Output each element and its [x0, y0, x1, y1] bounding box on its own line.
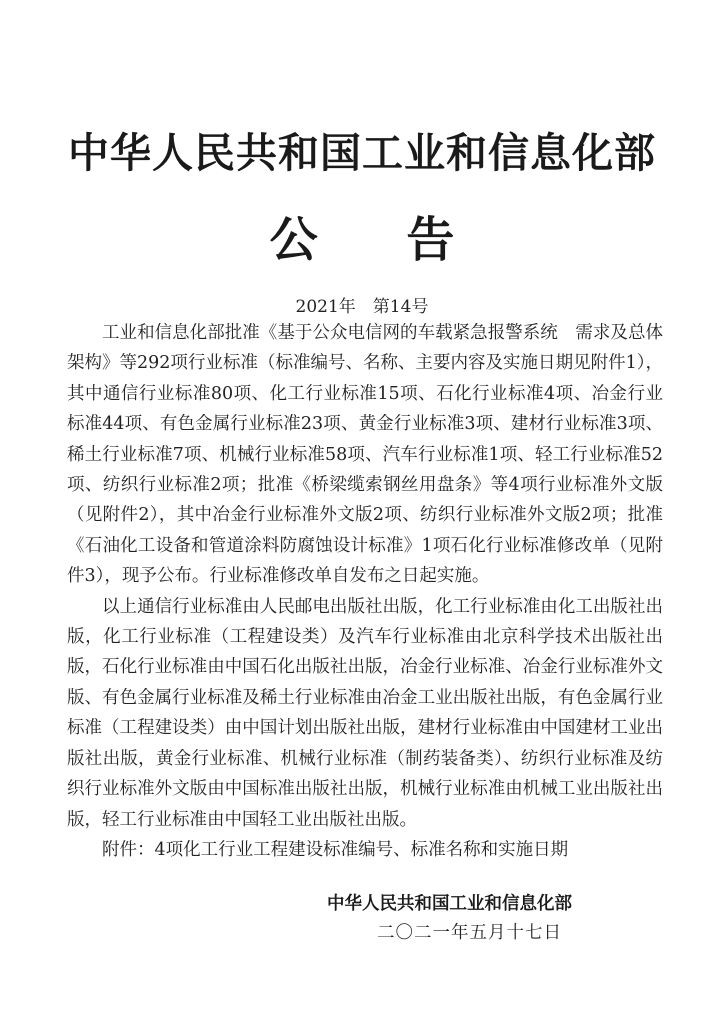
attachment-note: 附件：4项化工行业工程建设标准编号、标准名称和实施日期: [102, 839, 569, 860]
body-paragraph: 以上通信行业标准由人民邮电出版社出版，化工行业标准由化工出版社出版，化工行业标准（工程建设类）及汽车行业标准由北京科学技术出版社出版，石化行业标准由中国石化出版社出版，冶金行业标准、冶金行业标准外文版、有色金属行业标准及稀土行业标准由冶金工业出版社出版，有色金属行业标准（工程建设类）由中国计划出版社出版，建材行业标准由中国建材工业出版社出版，黄金行业标准、机械行业标准（制药装备类）、纺织行业标准及纺织行业标准外文版由中国标准出版社出版，机械行业标准由机械工业出版社出版，轻工行业标准由中国轻工业出版社出版。: [67, 596, 663, 830]
issuer-heading: 中华人民共和国工业和信息化部: [68, 129, 656, 177]
signature-date: 二〇二一年五月十七日: [377, 923, 562, 943]
signature-issuer: 中华人民共和国工业和信息化部: [327, 894, 572, 914]
body-paragraph: 工业和信息化部批准《基于公众电信网的车载紧急报警系统 需求及总体架构》等292项行业标准（标准编号、名称、主要内容及实施日期见附件1），其中通信行业标准80项、化工行业标准15项、石化行业标准4项、冶金行业标准44项、有色金属行业标准23项、黄金行业标准3项、建材行业标准3项、稀土行业标准7项、机械行业标准58项、汽车行业标准1项、轻工行业标准52项、纺织行业标准2项；批准《桥梁缆索钢丝用盘条》等4项行业标准外文版（见附件2），其中冶金行业标准外文版2项、纺织行业标准外文版2项；批准《石油化工设备和管道涂料防腐蚀设计标准》1项石化行业标准修改单（见附件3），现予公布。行业标准修改单自发布之日起实施。: [67, 323, 663, 587]
announcement-body: [67, 318, 663, 865]
document-title: 公 告: [269, 212, 455, 268]
document-number: 2021年 第14号: [295, 297, 429, 317]
